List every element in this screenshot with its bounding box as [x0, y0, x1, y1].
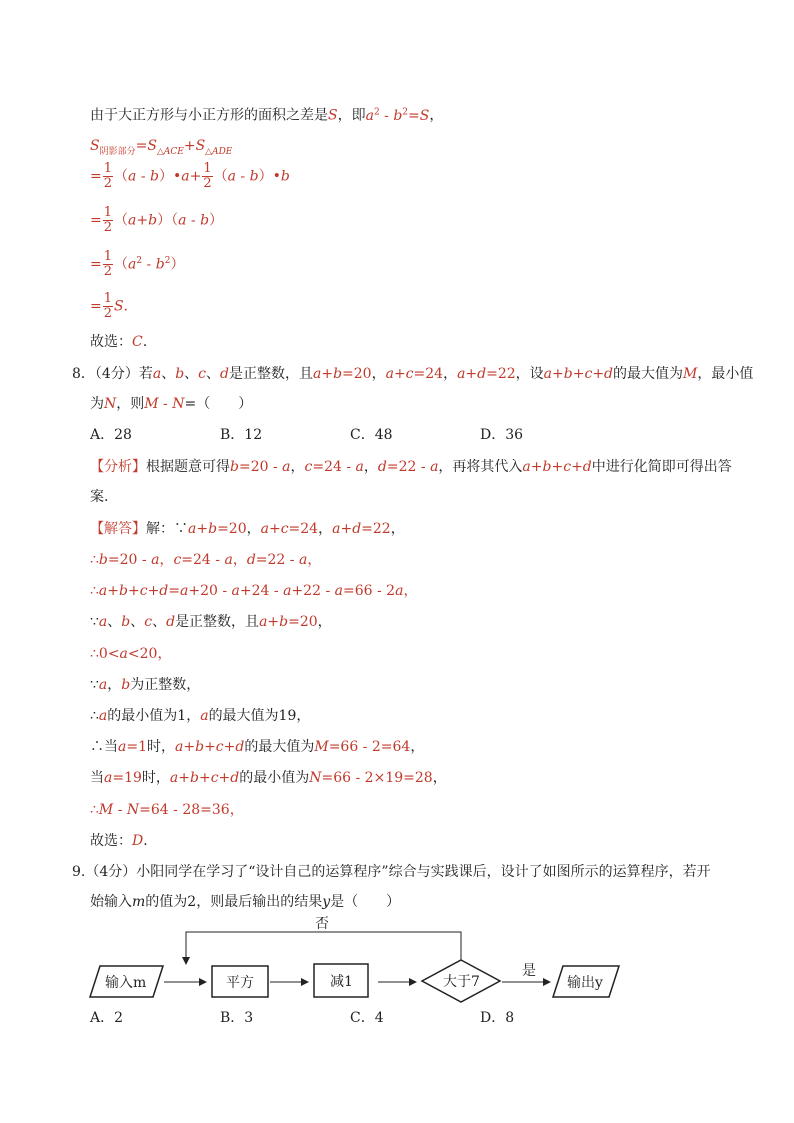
q8-answer-line1: 【解答】解：∵a+b=20，a+c=24，a+d=22， [90, 521, 405, 537]
q9-option-b: B．3 [220, 1010, 254, 1026]
q8-stem-line2: 为N，则M - N=（ ） [90, 396, 253, 412]
flow-square-box [212, 966, 268, 997]
q8-options [90, 425, 610, 445]
q8-answer-line2: ∴b=20 - a，c=24 - a，d=22 - a， [90, 552, 322, 568]
flow-minus-box [314, 964, 368, 997]
answer-tag: 【解答】 [90, 521, 146, 537]
solution-line-5: = $\frac{1}{2}$ $(a^2 - b^2)$ [90, 249, 185, 279]
flow-decision-diamond [422, 960, 500, 1002]
q8-answer-line6: ∵a，b为正整数， [90, 677, 201, 693]
q8-answer-line3: ∴a+b+c+d=a+20 - a+24 - a+22 - a=66 - 2a， [90, 583, 418, 599]
flow-output-shape [553, 966, 619, 997]
flow-yes-label: 是 [522, 963, 536, 979]
q8-option-c: C．48 [350, 427, 393, 443]
q8-stem-line1: 8．（4分）若a、b、c、d是正整数，且a+b=20，a+c=24，a+d=22，设a+b+c+d的最大值为M，最小值 [72, 366, 754, 382]
q8-answer-line8: ∴当a=1时，a+b+c+d的最大值为M=66 - 2=64， [90, 739, 425, 755]
q8-answer-line4: ∵a、b、c、d是正整数，且a+b=20， [90, 614, 332, 630]
solution-line-1: 由于大正方形与小正方形的面积之差是S，即$a^2 - b^2=S$， [90, 107, 444, 124]
q9-stem-line2: 始输入m的值为2，则最后输出的结果y是（ ） [90, 894, 401, 910]
q8-analysis-line2: 案. [90, 489, 109, 505]
solution-choice: 故选：C. [90, 334, 148, 350]
flow-decision-label: 大于7 [443, 974, 480, 990]
q8-option-a: A．28 [90, 427, 132, 443]
q8-answer-line5: ∴0<a<20， [90, 646, 172, 662]
flow-output-label: 输出y [567, 975, 603, 991]
solution-line-6: = $\frac{1}{2}$ S. [90, 291, 129, 321]
q8-answer-choice: 故选：D. [90, 833, 148, 849]
q9-option-a: A．2 [90, 1010, 124, 1026]
q9-options [90, 1008, 610, 1028]
flow-square-label: 平方 [226, 975, 254, 991]
q9-stem-line1: 9.（4分）小阳同学在学习了“设计自己的运算程序”综合与实践课后，设计了如图所示的运算程序，若开 [72, 864, 711, 880]
q8-option-b: B．12 [220, 427, 263, 443]
q8-answer-line7: ∴a的最小值为1，a的最大值为19， [90, 708, 311, 724]
flow-minus-label: 减1 [330, 974, 353, 990]
solution-line-4: = $\frac{1}{2}$ （a+b）（a - b） [90, 205, 224, 235]
q8-analysis-line1: 【分析】根据题意可得b=20 - a，c=24 - a，d=22 - a，再将其代入a+b+c+d中进行化简即可得出答 [90, 459, 732, 475]
flow-no-label: 否 [315, 916, 329, 932]
flow-input-shape [90, 966, 163, 997]
q9-option-c: C．4 [350, 1010, 384, 1026]
solution-line-3: = $\frac{1}{2}$ （a - b）•a+ $\frac{1}{2}$ （a - b）•b [90, 161, 290, 191]
q8-option-d: D．36 [480, 427, 524, 443]
flow-input-label: 输入m [105, 975, 147, 991]
analysis-tag: 【分析】 [90, 459, 146, 475]
q8-answer-line9: 当a=19时，a+b+c+d的最小值为N=66 - 2×19=28， [90, 770, 447, 786]
solution-line-2: $S_{阴影部分}=S_{\triangle ACE}+S_{\triangle ADE}$ [90, 138, 233, 157]
q8-answer-line10: ∴M - N=64 - 28=36， [90, 802, 244, 818]
q9-option-d: D．8 [480, 1010, 515, 1026]
